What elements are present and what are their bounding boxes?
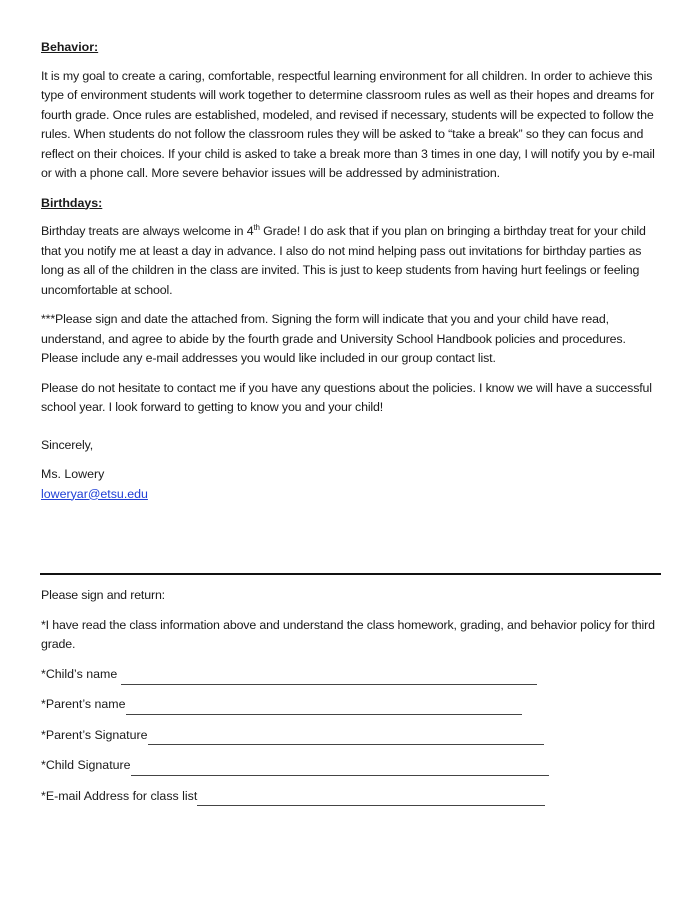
child-name-line[interactable]	[121, 670, 537, 685]
teacher-email-link[interactable]: loweryar@etsu.edu	[41, 486, 148, 501]
email-address-line[interactable]	[197, 791, 545, 806]
return-form	[41, 586, 661, 816]
letter-body	[41, 38, 661, 504]
field-label: *Child Signature	[41, 758, 131, 773]
behavior-paragraph: It is my goal to create a caring, comfortable, respectful learning environment for all children. In order to achieve this type of environment students will work together to determine classroom rules as well as their hopes and dreams for fourth grade. Once rules are established, modeled, and revised if necessary, students will be expected to follow the rules. When students do not follow the classroom rules they will be asked to “take a break” so they can focus and reflect on their choices. If your child is asked to take a break more than 3 times in one day, I will notify you by e-mail or with a phone call. More severe behavior issues will be addressed by administration.	[41, 68, 655, 180]
child-signature-line[interactable]	[131, 761, 549, 776]
parent-signature-field[interactable]	[41, 725, 661, 745]
field-label: *Child’s name	[41, 667, 121, 681]
form-fields	[41, 665, 661, 807]
email-address-field[interactable]	[41, 786, 661, 806]
field-label: *Parent’s name	[41, 697, 126, 712]
form-statement: *I have read the class information above and understand the class homework, grading, and behavior policy for third grade.	[41, 617, 655, 651]
behavior-heading: Behavior:	[41, 40, 99, 54]
field-label: *E-mail Address for class list	[41, 788, 198, 803]
form-intro: Please sign and return:	[41, 588, 165, 602]
closing-paragraph: Please do not hesitate to contact me if you have any questions about the policies. I know we will have a successful school year. I look forward to getting to know you and your child!	[41, 380, 652, 414]
parent-signature-line[interactable]	[148, 730, 544, 745]
birthdays-heading: Birthdays:	[41, 195, 103, 210]
birthdays-text-start: Birthday treats are always welcome in 4	[41, 224, 254, 238]
birthdays-text-end: Grade! I do ask that if you plan on bringing a birthday treat for your child that you notify me at least a day in advance. I also do not mind helping pass out invitations for birthday parties as long as all of the children in the class are invited. This is just to keep students from having hurt feelings or feeling uncomfortable at school.	[41, 224, 646, 297]
section-divider	[40, 573, 661, 575]
child-signature-field[interactable]	[41, 756, 661, 776]
sign-note-paragraph: ***Please sign and date the attached from. Signing the form will indicate that you and your child have read, understand, and agree to abide by the fourth grade and University School Handbook policies and procedures. Please include any e-mail addresses you would like included in our group contact list.	[41, 312, 626, 365]
field-label: *Parent’s Signature	[41, 727, 148, 742]
ordinal-suffix: th	[253, 222, 260, 232]
child-name-field[interactable]	[41, 665, 661, 685]
birthdays-paragraph	[41, 222, 661, 300]
teacher-name: Ms. Lowery	[41, 467, 105, 481]
parent-name-line[interactable]	[126, 700, 522, 715]
parent-name-field[interactable]	[41, 695, 661, 715]
salutation: Sincerely,	[41, 437, 93, 452]
